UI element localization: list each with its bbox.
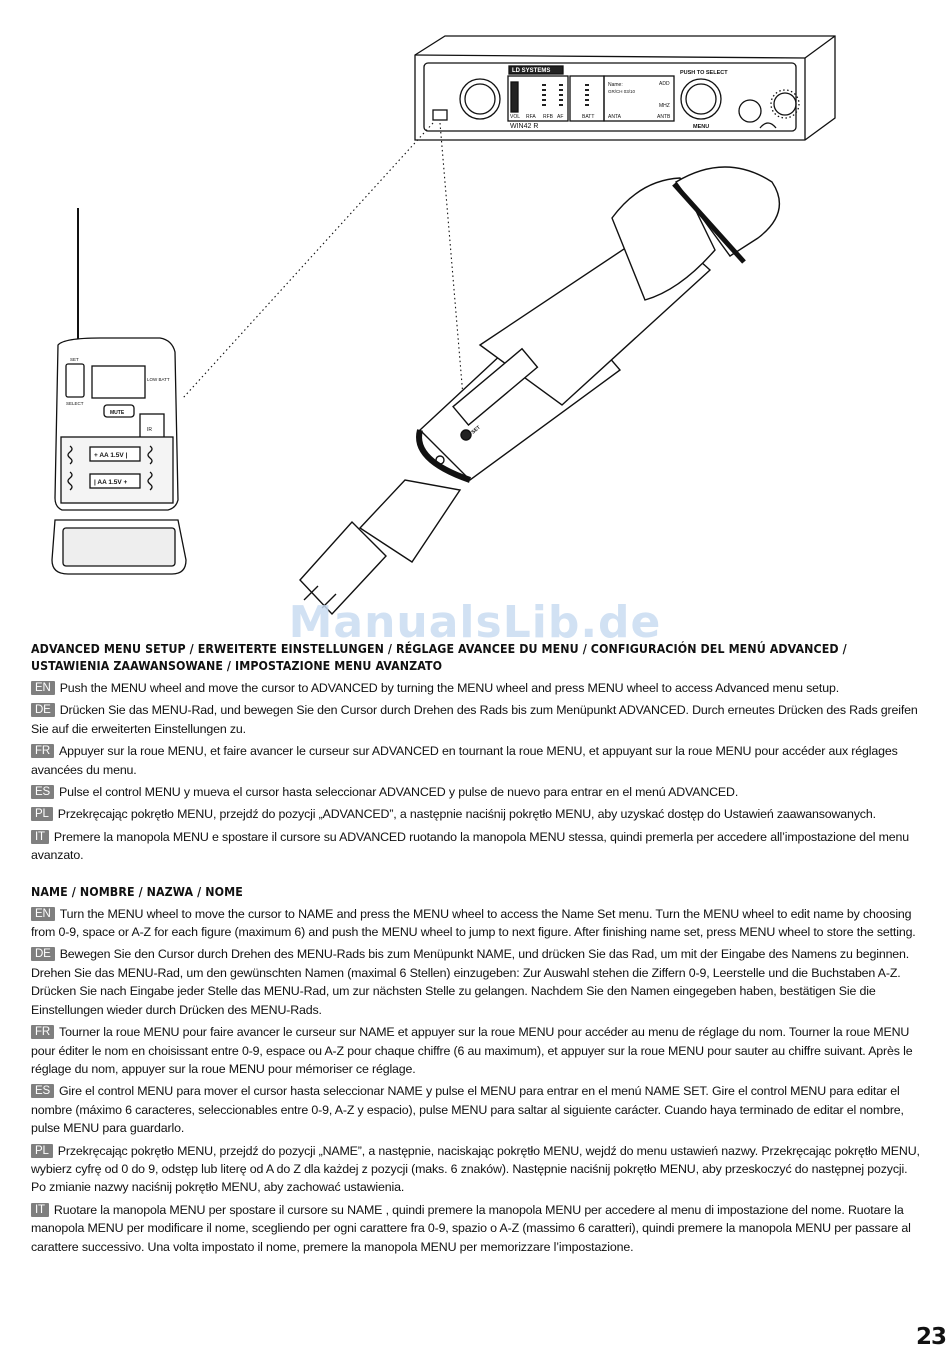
paragraph-es	[31, 1082, 921, 1137]
handheld-microphone	[300, 167, 779, 614]
section-title-line: NAME / NOMBRE / NAZWA / NOME	[31, 884, 243, 899]
manual-content	[31, 641, 921, 1256]
paragraph-text: Przekręcając pokrętło MENU, przejdź do pozycji „NAME”, a następnie, naciskając pokrętło MENU, wejdź do menu ustawień nazwy. Przekręcając pokrętło MENU, wybierz cyfrę od 0 do 9, odstęp lub literę od A do Z dla każdej z pozycji (maks. 6 znaków). Następnie naciśnij pokrętło MENU, aby przeskoczyć do następnej pozycji. Po zmianie nazwy naciśnij pokrętło MENU, aby zachować ustawienia.	[31, 1143, 920, 1195]
meter-batt-label: BATT	[582, 114, 595, 120]
section-title-advanced	[31, 641, 921, 675]
section-title-name	[31, 884, 921, 901]
bodypack-set-label: SET	[70, 357, 79, 362]
receiver-brand-label: LD SYSTEMS	[512, 68, 551, 74]
wireless-system-illustration	[0, 0, 950, 640]
meter-rfa-label: RFA	[526, 114, 536, 120]
display-antb-label: ANTB	[657, 114, 671, 120]
lang-badge: DE	[31, 703, 55, 717]
paragraph-text: Push the MENU wheel and move the cursor to ADVANCED by turning the MENU wheel and press MENU wheel to access Advanced menu setup.	[59, 681, 839, 695]
meter-rfb-label: RFB	[543, 114, 553, 120]
bodypack-lowbatt-label: LOW BATT	[147, 377, 170, 382]
paragraph-en	[31, 679, 921, 697]
bodypack-ir-label: IR	[147, 427, 152, 433]
paragraph-pl	[31, 805, 921, 823]
paragraph-text: Gire el control MENU para mover el cursor hasta seleccionar NAME y pulse el MENU para entrar en el menú NAME SET. Gire el control MENU para editar el nombre (máximo 6 caracteres, seleccionables entre 0-9, A-Z y espacio), pulse MENU para saltar al siguiente carácter. Cuando haya terminado de editar el nombre, pulse MENU para guardarlo.	[31, 1084, 904, 1136]
battery-label-1: + AA 1.5V |	[94, 452, 128, 459]
lang-badge: FR	[31, 1025, 54, 1039]
section-title-line: USTAWIENIA ZAAWANSOWANE / IMPOSTAZIONE MENU AVANZATO	[31, 659, 443, 673]
lang-badge: IT	[31, 830, 49, 844]
paragraph-de	[31, 701, 921, 738]
lang-badge: ES	[31, 1084, 54, 1098]
battery-label-2: | AA 1.5V +	[94, 479, 128, 486]
paragraph-en	[31, 905, 921, 942]
paragraph-it	[31, 828, 921, 865]
page-number: 23	[915, 1324, 946, 1350]
bodypack-mute-label: MUTE	[110, 410, 125, 416]
meter-vol-label: VOL	[510, 114, 521, 120]
display-channel-label: GR/CH 03/10	[608, 89, 636, 94]
receiver-model-label: WIN42 R	[510, 123, 539, 130]
display-name-label: Name:	[608, 82, 623, 88]
bodypack-transmitter	[52, 208, 186, 574]
paragraph-fr	[31, 742, 921, 779]
lang-badge: ES	[31, 785, 54, 799]
paragraph-de	[31, 945, 921, 1019]
lang-badge: IT	[31, 1203, 49, 1217]
lang-badge: DE	[31, 947, 55, 961]
paragraph-text: Ruotare la manopola MENU per spostare il cursore su NAME , quindi premere la manopola MENU per accedere al menu di impostazione del nome. Ruotare la manopola MENU per modificare il nome, scegliendo per ogni carattere fra 0-9, spazio o A-Z (massimo 6 caratteri), quindi premere la manopola MENU per passare al carattere successivo. Una volta impostato il nome, premere la manopola MENU per memorizzare l’impostazione.	[31, 1202, 911, 1254]
push-to-select-label: PUSH TO SELECT	[680, 70, 728, 76]
paragraph-text: Appuyer sur la roue MENU, et faire avancer le curseur sur ADVANCED en tournant la roue MENU, et appuyant sur la roue MENU pour accéder aux réglages avancées du menu.	[31, 744, 898, 777]
section-title-line: ADVANCED MENU SETUP / ERWEITERTE EINSTELLUNGEN / RÉGLAGE AVANCEE DU MENU / CONFIGURACIÓN DEL MENÚ ADVANCED /	[31, 642, 847, 656]
lang-badge: EN	[31, 907, 55, 921]
paragraph-text: Premere la manopola MENU e spostare il cursore su ADVANCED ruotando la manopola MENU stessa, quindi premerla per accedere all’impostazione del menu avanzato.	[31, 829, 910, 863]
lang-badge: PL	[31, 807, 53, 821]
paragraph-text: Przekręcając pokrętło MENU, przejdź do pozycji „ADVANCED”, a następnie naciśnij pokrętło MENU, aby uzyskać dostęp do Ustawień zaawansowanych.	[57, 807, 876, 822]
paragraph-text: Drücken Sie das MENU-Rad, und bewegen Sie den Cursor durch Drehen des Rads bis zum Menüpunkt ADVANCED. Durch erneutes Drücken des Rads greifen Sie auf die erweiterten Einstellungen zu.	[31, 703, 918, 736]
paragraph-text: Tourner la roue MENU pour faire avancer le curseur sur NAME et appuyer sur la roue MENU pour accéder au menu de réglage du nom. Tourner la roue MENU pour éditer le nom en choisissant entre 0-9, espace ou A-Z pour chaque chiffre (6 au maximum), et appuyer sur la roue MENU pour sauter au chiffre suivant. Après le réglage du nom, appuyer sur la roue MENU pour mémoriser ce réglage.	[31, 1025, 913, 1076]
meter-af-label: AF	[557, 114, 564, 120]
lang-badge: EN	[31, 681, 55, 695]
lang-badge: FR	[31, 744, 54, 758]
paragraph-es	[31, 783, 921, 801]
paragraph-fr	[31, 1023, 921, 1078]
paragraph-text: Turn the MENU wheel to move the cursor to NAME and press the MENU wheel to access the Name Set menu. Turn the MENU wheel to edit name by choosing from 0-9, space or A-Z for each figure (maximum 6) and push the MENU wheel to jump to next figure. After finishing name set, press MENU wheel to store the setting.	[31, 906, 916, 940]
mic-pill-label: SET	[470, 424, 482, 436]
display-anta-label: ANTA	[608, 114, 621, 120]
receiver-unit	[415, 36, 835, 140]
display-mhz-label: MHZ	[659, 103, 670, 109]
paragraph-it	[31, 1201, 921, 1256]
paragraph-pl	[31, 1142, 921, 1197]
watermark: ManualsLib.de	[288, 597, 662, 648]
receiver-menu-label: MENU	[693, 124, 710, 130]
paragraph-text: Bewegen Sie den Cursor durch Drehen des MENU-Rads bis zum Menüpunkt NAME, und drücken Sie das Rad, um mit der Eingabe des Namens zu beginnen. Drehen Sie das MENU-Rad, um den gewünschten Namen (maximal 6 Stellen) einzugeben: Zur Auswahl stehen die Ziffern 0-9, Leerstelle und die Buchstaben A-Z. Drücken Sie nach Eingabe jeder Stelle das MENU-Rad, um zur nächsten Stelle zu gelangen. Nachdem Sie den Namen eingegeben haben, bestätigen Sie die Einstellungen wieder durch Drücken des MENU-Rads.	[31, 947, 910, 1017]
paragraph-text: Pulse el control MENU y mueva el cursor hasta seleccionar ADVANCED y pulse de nuevo para entrar en el menú ADVANCED.	[59, 785, 739, 800]
bodypack-select-label: SELECT	[66, 401, 84, 406]
lang-badge: PL	[31, 1144, 53, 1158]
display-add-label: ADD	[659, 81, 670, 87]
